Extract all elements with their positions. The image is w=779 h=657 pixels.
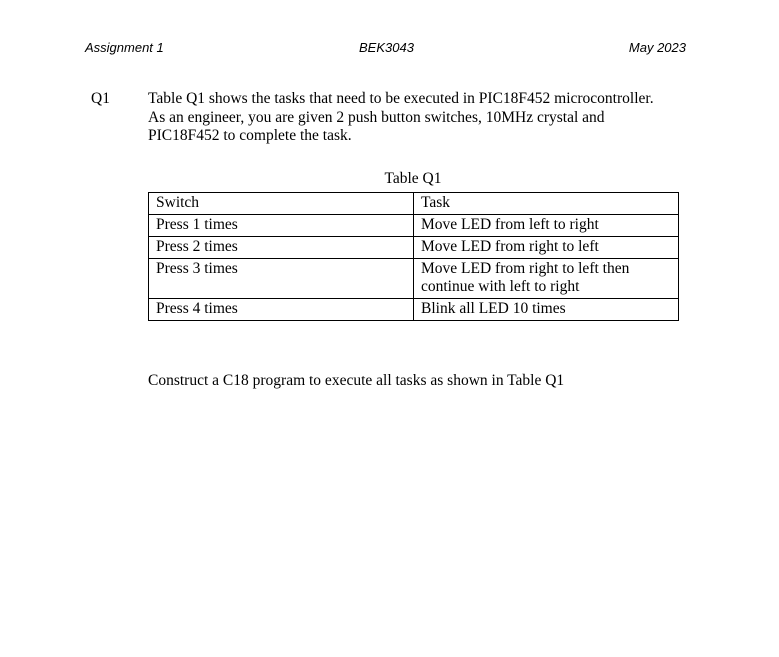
column-header-task: Task	[414, 193, 679, 215]
column-header-switch: Switch	[149, 193, 414, 215]
table-caption: Table Q1	[384, 170, 442, 187]
table-row	[149, 259, 679, 299]
question-text	[148, 90, 708, 146]
task-line: continue with left to right	[421, 278, 580, 295]
task-cell: Move LED from right to left	[414, 237, 679, 259]
table-row	[149, 299, 679, 321]
instruction-text: Construct a C18 program to execute all tasks as shown in Table Q1	[148, 372, 565, 389]
task-cell	[414, 259, 679, 299]
task-cell: Blink all LED 10 times	[414, 299, 679, 321]
table-row	[149, 215, 679, 237]
page-header	[0, 40, 779, 58]
question-line: PIC18F452 to complete the task.	[148, 127, 352, 144]
switch-cell: Press 4 times	[149, 299, 414, 321]
task-line: Move LED from right to left then	[421, 260, 630, 277]
table-row	[149, 237, 679, 259]
task-table	[148, 192, 679, 321]
question-number: Q1	[91, 90, 110, 107]
header-date: May 2023	[628, 40, 686, 55]
switch-cell: Press 1 times	[149, 215, 414, 237]
switch-cell: Press 2 times	[149, 237, 414, 259]
header-course-code: BEK3043	[359, 40, 414, 55]
table-header-row	[149, 193, 679, 215]
header-assignment: Assignment 1	[85, 40, 164, 55]
task-cell: Move LED from left to right	[414, 215, 679, 237]
question-line: As an engineer, you are given 2 push button switches, 10MHz crystal and	[148, 108, 605, 126]
question-line: Table Q1 shows the tasks that need to be executed in PIC18F452 microcontroller.	[148, 90, 654, 107]
switch-cell: Press 3 times	[149, 259, 414, 299]
